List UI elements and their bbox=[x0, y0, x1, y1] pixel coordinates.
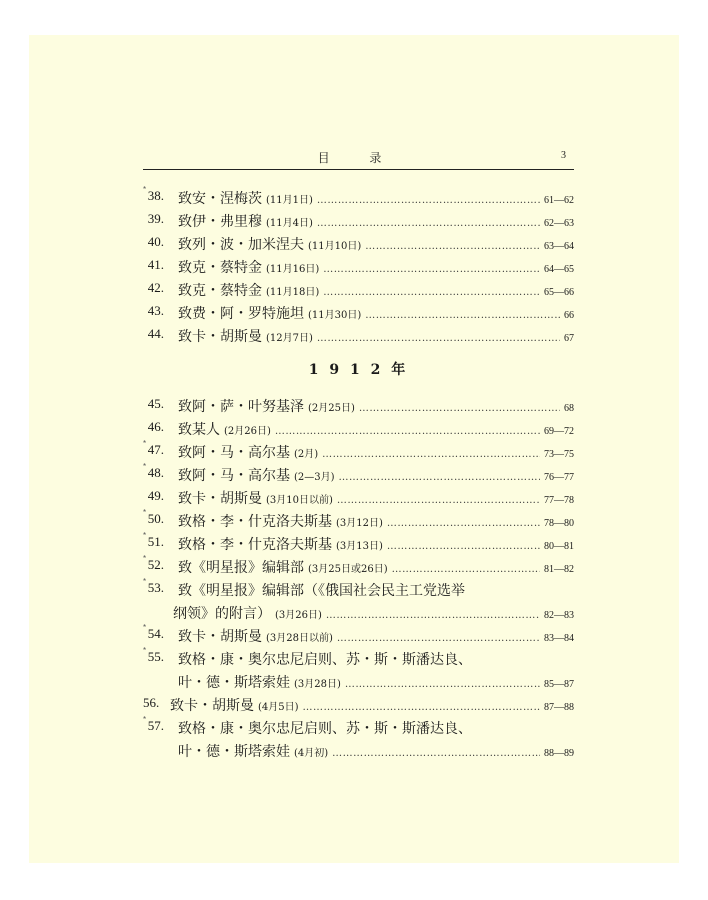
entry-number: 48. bbox=[147, 465, 164, 480]
entry-pages: 81—82 bbox=[544, 564, 574, 575]
entry-title: 致阿・萨・叶努基泽 bbox=[178, 399, 304, 415]
entry-title: 致《明星报》编辑部（《俄国社会民主工党选举 bbox=[178, 583, 465, 599]
dot-leader bbox=[303, 702, 540, 713]
asterisk-marker: * bbox=[143, 715, 147, 724]
entry-pages: 69—72 bbox=[544, 426, 574, 437]
toc-entry bbox=[143, 554, 574, 579]
entry-number: 57. bbox=[147, 718, 164, 733]
entry-title: 致克・蔡特金 bbox=[178, 283, 262, 299]
section-heading-1912: 1 9 1 2 年 bbox=[308, 362, 409, 378]
toc-entry bbox=[143, 508, 574, 533]
asterisk-marker: * bbox=[143, 577, 147, 586]
asterisk-marker: * bbox=[143, 623, 147, 632]
toc-entry bbox=[143, 577, 574, 624]
entry-pages: 85—87 bbox=[544, 679, 574, 690]
entry-title-continued: 叶・德・斯塔索娃 bbox=[178, 675, 290, 691]
entry-pages: 73—75 bbox=[544, 449, 574, 460]
dot-leader bbox=[359, 403, 560, 414]
entry-number: 54. bbox=[147, 626, 164, 641]
asterisk-marker: * bbox=[143, 508, 147, 517]
entry-number: 55. bbox=[147, 649, 164, 664]
entry-date: (11月10日) bbox=[308, 241, 362, 252]
toc-entry bbox=[143, 531, 574, 556]
entry-pages: 66 bbox=[564, 310, 574, 321]
toc-entry bbox=[143, 623, 574, 648]
asterisk-marker: * bbox=[143, 462, 147, 471]
entry-title: 致卡・胡斯曼 bbox=[178, 329, 262, 345]
entry-number: 51. bbox=[147, 534, 164, 549]
dot-leader bbox=[275, 426, 540, 437]
entry-title: 致某人 bbox=[178, 422, 220, 438]
entry-number: 41. bbox=[147, 257, 164, 272]
dot-leader bbox=[332, 748, 540, 759]
entry-pages: 63—64 bbox=[544, 241, 574, 252]
entry-title: 致卡・胡斯曼 bbox=[178, 629, 262, 645]
asterisk-marker: * bbox=[143, 554, 147, 563]
asterisk-marker: * bbox=[143, 185, 147, 194]
entry-date: (11月16日) bbox=[266, 264, 320, 275]
entry-pages: 62—63 bbox=[544, 218, 574, 229]
entry-date: (3月25日或26日) bbox=[308, 564, 388, 575]
entry-date: (3月13日) bbox=[336, 541, 383, 552]
dot-leader bbox=[392, 564, 540, 575]
entry-title: 致列・波・加米涅夫 bbox=[178, 237, 304, 253]
dot-leader bbox=[387, 541, 540, 552]
toc-entry bbox=[143, 257, 574, 279]
entry-date: (4月初) bbox=[294, 748, 329, 759]
toc-entry bbox=[143, 326, 574, 348]
entry-title-continued: 纲领》的附言） bbox=[173, 606, 271, 622]
entry-title: 致阿・马・高尔基 bbox=[178, 445, 290, 461]
entry-title: 致格・康・奥尔忠尼启则、苏・斯・斯潘达良、 bbox=[178, 721, 472, 737]
toc-entry bbox=[143, 211, 574, 233]
entry-title: 致格・康・奥尔忠尼启则、苏・斯・斯潘达良、 bbox=[178, 652, 472, 668]
dot-leader bbox=[337, 495, 540, 506]
entry-title: 致卡・胡斯曼 bbox=[178, 491, 262, 507]
toc-entry bbox=[143, 234, 574, 256]
toc-entry bbox=[143, 462, 574, 487]
asterisk-marker: * bbox=[143, 646, 147, 655]
entry-title: 致《明星报》编辑部 bbox=[178, 560, 304, 576]
entry-date: (3月26日) bbox=[275, 610, 322, 621]
entry-pages: 82—83 bbox=[544, 610, 574, 621]
entry-pages: 61—62 bbox=[544, 195, 574, 206]
entry-date: (11月4日) bbox=[266, 218, 313, 229]
entry-date: (12月7日) bbox=[266, 333, 313, 344]
entry-pages: 68 bbox=[564, 403, 574, 414]
toc-entry bbox=[143, 419, 574, 441]
dot-leader bbox=[323, 264, 540, 275]
entry-number: 42. bbox=[147, 280, 164, 295]
entry-date: (2—3月) bbox=[294, 472, 335, 483]
dot-leader bbox=[387, 518, 540, 529]
toc-entry bbox=[143, 715, 574, 762]
page-header bbox=[143, 149, 574, 170]
entry-number: 49. bbox=[147, 488, 164, 503]
entry-number: 40. bbox=[147, 234, 164, 249]
dot-leader bbox=[322, 449, 540, 460]
entry-title: 致费・阿・罗特施坦 bbox=[178, 306, 304, 322]
header-title: 目 录 bbox=[317, 151, 400, 165]
dot-leader bbox=[317, 195, 540, 206]
toc-entry bbox=[143, 303, 574, 325]
dot-leader bbox=[345, 679, 540, 690]
dot-leader bbox=[337, 633, 540, 644]
entry-title: 致格・李・什克洛夫斯基 bbox=[178, 514, 332, 530]
entry-date: (3月10日以前) bbox=[266, 495, 333, 506]
asterisk-marker: * bbox=[143, 531, 147, 540]
entry-number: 56. bbox=[143, 695, 160, 710]
entry-pages: 76—77 bbox=[544, 472, 574, 483]
entry-date: (11月1日) bbox=[266, 195, 313, 206]
entry-date: (3月28日) bbox=[294, 679, 341, 690]
entry-title-continued: 叶・德・斯塔索娃 bbox=[178, 744, 290, 760]
entry-pages: 77—78 bbox=[544, 495, 574, 506]
entry-pages: 83—84 bbox=[544, 633, 574, 644]
dot-leader bbox=[323, 287, 540, 298]
toc-entry bbox=[143, 646, 574, 693]
dot-leader bbox=[339, 472, 540, 483]
toc-entry bbox=[143, 488, 574, 510]
entry-number: 47. bbox=[147, 442, 164, 457]
entry-title: 致格・李・什克洛夫斯基 bbox=[178, 537, 332, 553]
dot-leader bbox=[326, 610, 540, 621]
entry-pages: 87—88 bbox=[544, 702, 574, 713]
entry-date: (11月30日) bbox=[308, 310, 362, 321]
entry-title: 致安・涅梅茨 bbox=[178, 191, 262, 207]
entry-date: (2月26日) bbox=[224, 426, 271, 437]
entry-pages: 64—65 bbox=[544, 264, 574, 275]
entry-number: 43. bbox=[147, 303, 164, 318]
entry-number: 53. bbox=[147, 580, 164, 595]
entry-number: 39. bbox=[147, 211, 164, 226]
page-number: 3 bbox=[561, 150, 566, 161]
toc-entry bbox=[143, 439, 574, 464]
entry-date: (2月25日) bbox=[308, 403, 355, 414]
entry-title: 致克・蔡特金 bbox=[178, 260, 262, 276]
entry-pages: 65—66 bbox=[544, 287, 574, 298]
entry-pages: 88—89 bbox=[544, 748, 574, 759]
entry-number: 52. bbox=[147, 557, 164, 572]
asterisk-marker: * bbox=[143, 439, 147, 448]
entry-date: (3月28日以前) bbox=[266, 633, 333, 644]
dot-leader bbox=[317, 333, 560, 344]
dot-leader bbox=[317, 218, 540, 229]
entry-number: 50. bbox=[147, 511, 164, 526]
dot-leader bbox=[365, 310, 560, 321]
entry-number: 46. bbox=[147, 419, 164, 434]
entry-date: (3月12日) bbox=[336, 518, 383, 529]
entry-pages: 80—81 bbox=[544, 541, 574, 552]
toc-entry bbox=[143, 695, 574, 717]
entry-title: 致伊・弗里穆 bbox=[178, 214, 262, 230]
dot-leader bbox=[365, 241, 540, 252]
entry-date: (4月5日) bbox=[258, 702, 299, 713]
toc-entry bbox=[143, 396, 574, 418]
entry-title: 致卡・胡斯曼 bbox=[170, 698, 254, 714]
entry-date: (11月18日) bbox=[266, 287, 320, 298]
entry-pages: 67 bbox=[564, 333, 574, 344]
entry-date: (2月) bbox=[294, 449, 319, 460]
toc-entry bbox=[143, 185, 574, 210]
toc-entry bbox=[143, 280, 574, 302]
entry-number: 38. bbox=[147, 188, 164, 203]
entry-number: 45. bbox=[147, 396, 164, 411]
entry-title: 致阿・马・高尔基 bbox=[178, 468, 290, 484]
entry-pages: 78—80 bbox=[544, 518, 574, 529]
entry-number: 44. bbox=[147, 326, 164, 341]
